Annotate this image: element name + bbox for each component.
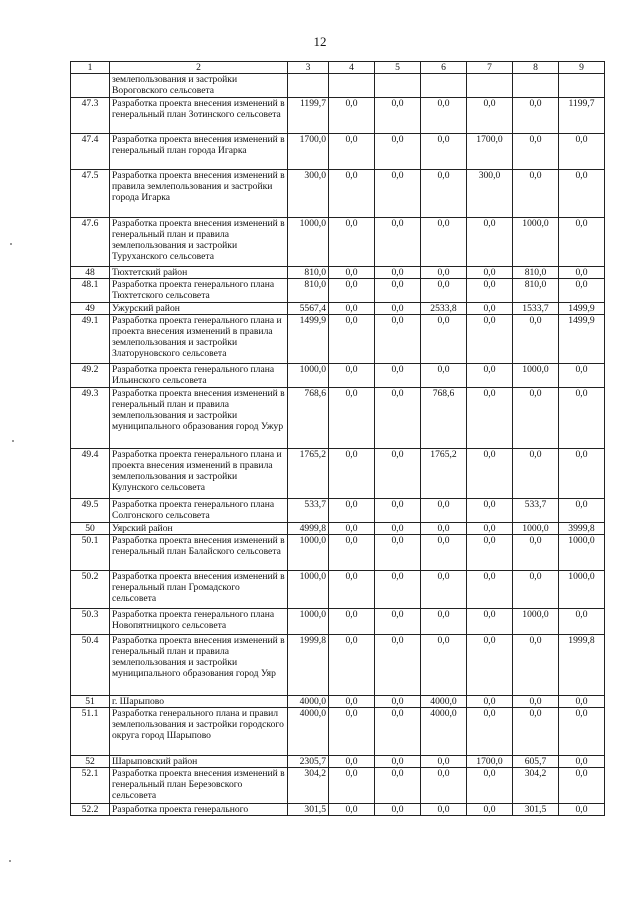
row-code: 49.2 [71,364,110,388]
row-name: Разработка проекта генерального плана Солгонского сельсовета [110,499,288,523]
value-cell-col5: 0,0 [375,535,421,571]
column-header: 1 [71,62,110,74]
value-cell-col6: 0,0 [421,364,467,388]
value-cell-col4 [329,74,375,98]
value-cell-col3: 1765,2 [288,449,329,499]
table-row [71,315,605,364]
value-cell-col7: 1700,0 [467,756,513,768]
value-cell-col7: 0,0 [467,364,513,388]
row-name: Разработка проекта генерального плана и проекта внесения изменений в правила землепользования и застройки Кулунского сельсовета [110,449,288,499]
value-cell-col8: 0,0 [513,98,559,134]
page-number: 12 [313,34,327,49]
row-code: 51.1 [71,708,110,756]
value-cell-col8: 304,2 [513,768,559,804]
value-cell-col4: 0,0 [329,449,375,499]
value-cell-col3: 1700,0 [288,134,329,170]
value-cell-col6: 0,0 [421,535,467,571]
value-cell-col9: 0,0 [559,218,605,267]
row-name: Разработка проекта внесения изменений в генеральный план Балайского сельсовета [110,535,288,571]
table-row [71,218,605,267]
value-cell-col3: 4000,0 [288,708,329,756]
row-name: Разработка проекта внесения изменений в генеральный план и правила землепользования и застройки Туруханского сельсовета [110,218,288,267]
value-cell-col6: 4000,0 [421,708,467,756]
row-name: Разработка проекта внесения изменений в генеральный план и правила землепользования и застройки муниципального образования город Ужур [110,388,288,449]
value-cell-col7: 0,0 [467,499,513,523]
value-cell-col4: 0,0 [329,170,375,218]
value-cell-col4: 0,0 [329,756,375,768]
value-cell-col3: 768,6 [288,388,329,449]
value-cell-col8: 0,0 [513,635,559,696]
scan-speck [10,243,12,245]
value-cell-col6: 0,0 [421,635,467,696]
scan-speck [12,440,14,442]
value-cell-col4: 0,0 [329,134,375,170]
row-name: г. Шарыпово [110,696,288,708]
row-code: 50.1 [71,535,110,571]
value-cell-col3: 300,0 [288,170,329,218]
table-row [71,571,605,609]
table-row [71,98,605,134]
value-cell-col8: 0,0 [513,170,559,218]
value-cell-col8: 0,0 [513,449,559,499]
table-row [71,267,605,279]
value-cell-col7: 0,0 [467,768,513,804]
value-cell-col7: 0,0 [467,388,513,449]
value-cell-col9: 1999,8 [559,635,605,696]
table-row [71,170,605,218]
row-code: 51 [71,696,110,708]
row-code: 49.5 [71,499,110,523]
value-cell-col8: 1000,0 [513,218,559,267]
value-cell-col6: 0,0 [421,315,467,364]
row-name: Разработка проекта генерального плана и проекта внесения изменений в правила землепользования и застройки Златоруновского сельсовета [110,315,288,364]
value-cell-col6: 0,0 [421,571,467,609]
value-cell-col7: 1700,0 [467,134,513,170]
value-cell-col3: 810,0 [288,267,329,279]
value-cell-col4: 0,0 [329,218,375,267]
column-header: 5 [375,62,421,74]
table-row [71,523,605,535]
value-cell-col3: 1000,0 [288,609,329,635]
value-cell-col6: 0,0 [421,768,467,804]
value-cell-col9: 0,0 [559,804,605,816]
value-cell-col9: 1499,9 [559,315,605,364]
value-cell-col8: 0,0 [513,571,559,609]
value-cell-col7 [467,74,513,98]
value-cell-col6: 0,0 [421,134,467,170]
column-header: 7 [467,62,513,74]
value-cell-col4: 0,0 [329,696,375,708]
row-name: Разработка генерального плана и правил землепользования и застройки городского округа город Шарыпово [110,708,288,756]
value-cell-col5: 0,0 [375,449,421,499]
value-cell-col6: 0,0 [421,267,467,279]
value-cell-col8: 810,0 [513,267,559,279]
value-cell-col3: 4000,0 [288,696,329,708]
value-cell-col5: 0,0 [375,609,421,635]
row-name: Разработка проекта внесения изменений в генеральный план Зотинского сельсовета [110,98,288,134]
value-cell-col8: 1000,0 [513,609,559,635]
value-cell-col3: 1499,9 [288,315,329,364]
budget-table [70,61,605,816]
value-cell-col3: 304,2 [288,768,329,804]
value-cell-col3: 2305,7 [288,756,329,768]
value-cell-col8: 0,0 [513,696,559,708]
table-row [71,635,605,696]
table-row [71,134,605,170]
value-cell-col8: 0,0 [513,388,559,449]
value-cell-col9: 0,0 [559,170,605,218]
value-cell-col7: 0,0 [467,315,513,364]
value-cell-col9: 0,0 [559,696,605,708]
value-cell-col9: 0,0 [559,364,605,388]
table-row [71,449,605,499]
value-cell-col6: 1765,2 [421,449,467,499]
value-cell-col7: 0,0 [467,708,513,756]
value-cell-col9: 1199,7 [559,98,605,134]
row-code: 49 [71,303,110,315]
row-code: 50.3 [71,609,110,635]
value-cell-col6: 0,0 [421,170,467,218]
value-cell-col5: 0,0 [375,523,421,535]
row-code: 47.6 [71,218,110,267]
value-cell-col9: 3999,8 [559,523,605,535]
row-name: землепользования и застройки Вороговского сельсовета [110,74,288,98]
value-cell-col6 [421,74,467,98]
value-cell-col4: 0,0 [329,364,375,388]
value-cell-col8: 605,7 [513,756,559,768]
value-cell-col4: 0,0 [329,804,375,816]
value-cell-col8: 0,0 [513,315,559,364]
column-header: 4 [329,62,375,74]
value-cell-col8: 810,0 [513,279,559,303]
value-cell-col7: 0,0 [467,279,513,303]
row-code: 49.1 [71,315,110,364]
column-header: 6 [421,62,467,74]
value-cell-col5: 0,0 [375,804,421,816]
value-cell-col9: 1000,0 [559,571,605,609]
value-cell-col7: 0,0 [467,635,513,696]
value-cell-col3: 533,7 [288,499,329,523]
value-cell-col4: 0,0 [329,388,375,449]
value-cell-col6: 0,0 [421,499,467,523]
value-cell-col3: 1000,0 [288,364,329,388]
value-cell-col9: 0,0 [559,388,605,449]
value-cell-col6: 0,0 [421,218,467,267]
value-cell-col4: 0,0 [329,768,375,804]
table-row [71,756,605,768]
value-cell-col6: 2533,8 [421,303,467,315]
row-name: Уярский район [110,523,288,535]
value-cell-col6: 0,0 [421,756,467,768]
row-code: 47.5 [71,170,110,218]
value-cell-col5: 0,0 [375,315,421,364]
value-cell-col9: 0,0 [559,499,605,523]
value-cell-col5: 0,0 [375,756,421,768]
value-cell-col8: 0,0 [513,535,559,571]
value-cell-col3: 4999,8 [288,523,329,535]
value-cell-col9: 0,0 [559,267,605,279]
value-cell-col5: 0,0 [375,218,421,267]
table-row [71,535,605,571]
row-code: 48 [71,267,110,279]
value-cell-col8 [513,74,559,98]
value-cell-col4: 0,0 [329,98,375,134]
value-cell-col7: 0,0 [467,535,513,571]
value-cell-col9: 0,0 [559,609,605,635]
value-cell-col8: 1000,0 [513,523,559,535]
value-cell-col8: 301,5 [513,804,559,816]
table-row [71,74,605,98]
value-cell-col7: 0,0 [467,571,513,609]
value-cell-col6: 4000,0 [421,696,467,708]
value-cell-col7: 0,0 [467,696,513,708]
value-cell-col5: 0,0 [375,635,421,696]
value-cell-col6: 0,0 [421,98,467,134]
value-cell-col7: 300,0 [467,170,513,218]
value-cell-col3: 301,5 [288,804,329,816]
value-cell-col7: 0,0 [467,267,513,279]
table-row [71,768,605,804]
value-cell-col5: 0,0 [375,571,421,609]
row-code: 50.2 [71,571,110,609]
value-cell-col3: 1199,7 [288,98,329,134]
value-cell-col5: 0,0 [375,768,421,804]
row-name: Разработка проекта генерального плана Тюхтетского сельсовета [110,279,288,303]
scan-speck [9,860,11,862]
value-cell-col5: 0,0 [375,388,421,449]
value-cell-col7: 0,0 [467,303,513,315]
value-cell-col4: 0,0 [329,535,375,571]
value-cell-col9: 0,0 [559,134,605,170]
value-cell-col4: 0,0 [329,499,375,523]
row-code: 50 [71,523,110,535]
value-cell-col5: 0,0 [375,364,421,388]
value-cell-col9: 1499,9 [559,303,605,315]
value-cell-col6: 0,0 [421,804,467,816]
row-code: 52.1 [71,768,110,804]
column-header: 2 [110,62,288,74]
row-code: 50.4 [71,635,110,696]
column-header: 9 [559,62,605,74]
row-code [71,74,110,98]
value-cell-col4: 0,0 [329,523,375,535]
value-cell-col5 [375,74,421,98]
row-code: 52 [71,756,110,768]
value-cell-col8: 0,0 [513,708,559,756]
value-cell-col8: 1533,7 [513,303,559,315]
table-row [71,364,605,388]
value-cell-col8: 533,7 [513,499,559,523]
value-cell-col5: 0,0 [375,98,421,134]
value-cell-col5: 0,0 [375,267,421,279]
row-name: Разработка проекта внесения изменений в генеральный план Березовского сельсовета [110,768,288,804]
value-cell-col5: 0,0 [375,170,421,218]
value-cell-col4: 0,0 [329,571,375,609]
value-cell-col4: 0,0 [329,635,375,696]
value-cell-col8: 0,0 [513,134,559,170]
value-cell-col6: 0,0 [421,609,467,635]
value-cell-col5: 0,0 [375,708,421,756]
column-header: 3 [288,62,329,74]
value-cell-col9: 0,0 [559,756,605,768]
row-name: Разработка проекта внесения изменений в генеральный план Громадского сельсовета [110,571,288,609]
column-header: 8 [513,62,559,74]
row-name: Шарыповский район [110,756,288,768]
row-name: Разработка проекта внесения изменений в генеральный план города Игарка [110,134,288,170]
table-row [71,303,605,315]
row-code: 49.4 [71,449,110,499]
value-cell-col6: 768,6 [421,388,467,449]
value-cell-col5: 0,0 [375,499,421,523]
value-cell-col3: 1000,0 [288,571,329,609]
row-name: Ужурский район [110,303,288,315]
table-row [71,279,605,303]
value-cell-col7: 0,0 [467,449,513,499]
value-cell-col9 [559,74,605,98]
value-cell-col6: 0,0 [421,523,467,535]
value-cell-col9: 0,0 [559,708,605,756]
value-cell-col3: 1999,8 [288,635,329,696]
value-cell-col5: 0,0 [375,134,421,170]
value-cell-col8: 1000,0 [513,364,559,388]
value-cell-col7: 0,0 [467,218,513,267]
value-cell-col9: 0,0 [559,279,605,303]
table-row [71,499,605,523]
table-row [71,696,605,708]
row-code: 49.3 [71,388,110,449]
table-row [71,388,605,449]
value-cell-col6: 0,0 [421,279,467,303]
value-cell-col3: 5567,4 [288,303,329,315]
table-row [71,609,605,635]
value-cell-col9: 0,0 [559,768,605,804]
value-cell-col3 [288,74,329,98]
value-cell-col9: 0,0 [559,449,605,499]
value-cell-col5: 0,0 [375,303,421,315]
value-cell-col3: 810,0 [288,279,329,303]
value-cell-col4: 0,0 [329,315,375,364]
value-cell-col4: 0,0 [329,303,375,315]
header-row [71,62,605,74]
value-cell-col4: 0,0 [329,708,375,756]
row-code: 48.1 [71,279,110,303]
value-cell-col4: 0,0 [329,267,375,279]
row-name: Тюхтетский район [110,267,288,279]
table-row [71,804,605,816]
value-cell-col4: 0,0 [329,609,375,635]
row-name: Разработка проекта генерального [110,804,288,816]
value-cell-col5: 0,0 [375,696,421,708]
row-name: Разработка проекта внесения изменений в генеральный план и правила землепользования и застройки муниципального образования город Уяр [110,635,288,696]
value-cell-col3: 1000,0 [288,218,329,267]
value-cell-col5: 0,0 [375,279,421,303]
value-cell-col7: 0,0 [467,804,513,816]
row-code: 47.3 [71,98,110,134]
value-cell-col7: 0,0 [467,609,513,635]
value-cell-col3: 1000,0 [288,535,329,571]
row-name: Разработка проекта внесения изменений в правила землепользования и застройки города Игарка [110,170,288,218]
row-code: 52.2 [71,804,110,816]
row-name: Разработка проекта генерального плана Новопятницкого сельсовета [110,609,288,635]
table-row [71,708,605,756]
value-cell-col7: 0,0 [467,98,513,134]
row-code: 47.4 [71,134,110,170]
value-cell-col7: 0,0 [467,523,513,535]
value-cell-col4: 0,0 [329,279,375,303]
row-name: Разработка проекта генерального плана Ильинского сельсовета [110,364,288,388]
value-cell-col9: 1000,0 [559,535,605,571]
